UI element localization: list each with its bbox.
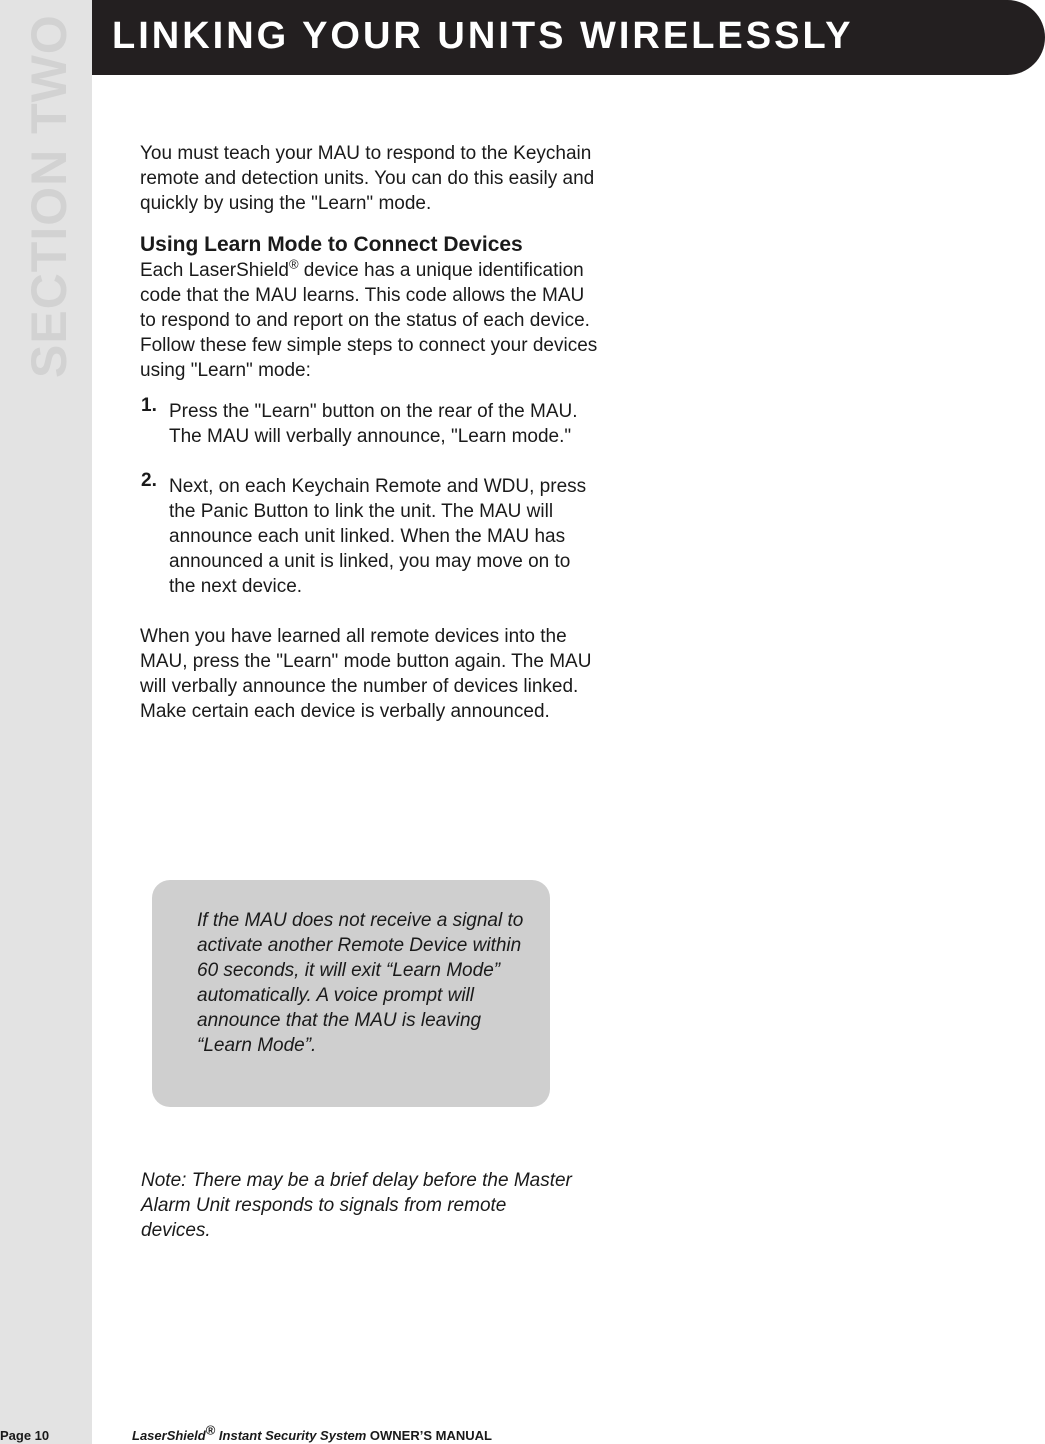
footer-manual-label: OWNER’S MANUAL (366, 1428, 492, 1443)
step-item (140, 395, 600, 449)
step-text: Press the "Learn" button on the rear of the MAU. The MAU will verbally announce, "Learn mode." (169, 401, 578, 447)
page-title: LINKING YOUR UNITS WIRELESSLY (112, 15, 854, 57)
body-paragraph (140, 258, 600, 383)
body-text-post: device has a unique identification code that the MAU learns. This code allows the MAU to respond to and report on the status of each device. Follow these few simple steps to connect your devices using "Learn" mode: (140, 260, 598, 381)
closing-paragraph: When you have learned all remote devices into the MAU, press the "Learn" mode button again. The MAU will verbally announce the number of devices linked. Make certain each device is verbally announced. (140, 626, 592, 722)
registered-mark: ® (288, 256, 299, 272)
steps-list (140, 395, 600, 599)
footer-product: Instant Security System (215, 1428, 367, 1443)
step-number: 2. (141, 470, 157, 491)
section-label: SECTION TWO (21, 14, 77, 378)
footer-manual-title (132, 1422, 492, 1443)
step-item (140, 470, 600, 599)
body-text-pre: Each LaserShield (140, 260, 289, 281)
main-content (140, 141, 600, 724)
footer-registered-mark: ® (205, 1422, 216, 1438)
step-number: 1. (141, 395, 157, 416)
step-text: Next, on each Keychain Remote and WDU, press the Panic Button to link the unit. The MAU will announce each unit linked. When the MAU has announced a unit is linked, you may move on to the next device. (169, 476, 587, 597)
callout-text: If the MAU does not receive a signal to activate another Remote Device within 60 seconds, it will exit “Learn Mode” automatically. A voice prompt will announce that the MAU is leaving “Learn Mode”. (197, 910, 524, 1056)
page-number: Page 10 (0, 1428, 50, 1443)
intro-paragraph: You must teach your MAU to respond to the Keychain remote and detection units. You can do this easily and quickly by using the "Learn" mode. (140, 143, 595, 214)
callout-box (152, 880, 550, 1107)
section-subheading: Using Learn Mode to Connect Devices (140, 233, 523, 256)
footer-brand: LaserShield (132, 1428, 206, 1443)
footnote: Note: There may be a brief delay before the Master Alarm Unit responds to signals from remote devices. (141, 1170, 572, 1241)
